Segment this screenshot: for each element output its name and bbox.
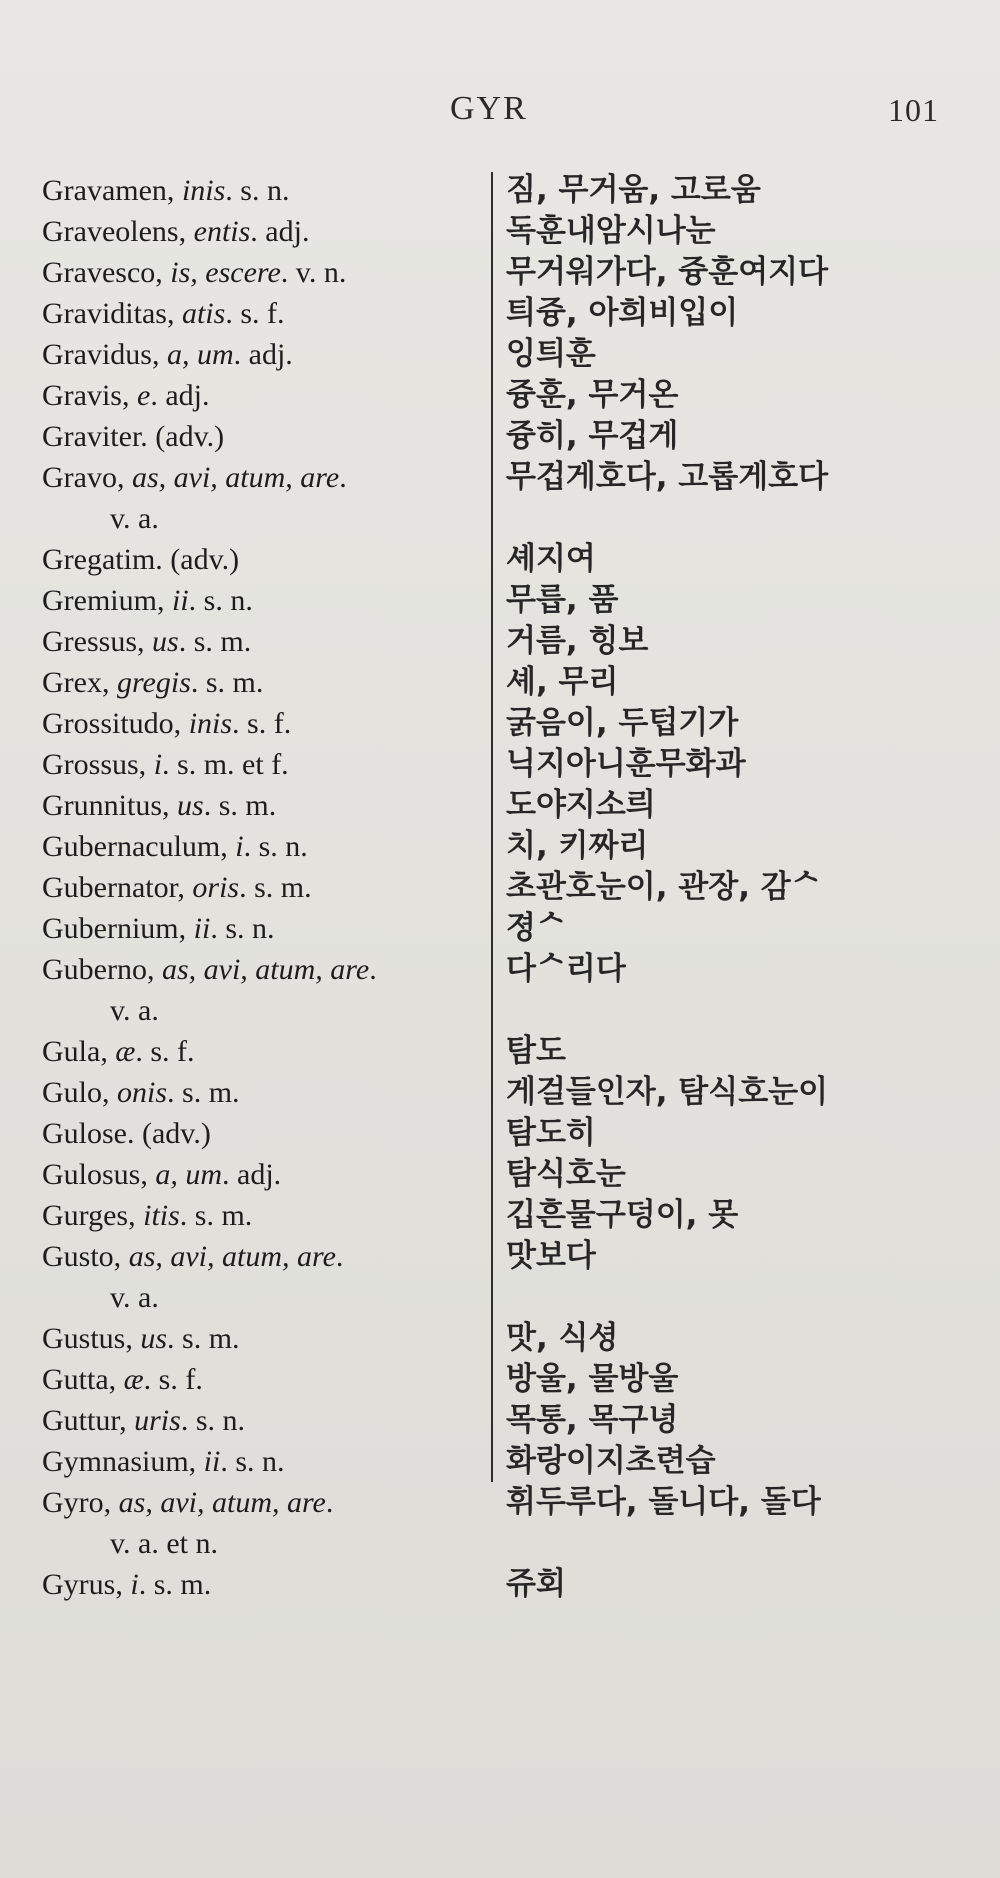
korean-definition: 무거워가다, 즁훈여지다 <box>506 254 829 290</box>
headword: Gubernaculum, <box>42 830 228 863</box>
dictionary-entry <box>42 457 982 539</box>
dictionary-entry <box>42 1318 982 1359</box>
grammar-info: s. m. <box>218 789 277 822</box>
korean-definition: 게걸들인자, 탐식호눈이 <box>506 1074 829 1110</box>
latin-term: Gubernator, oris. s. m. <box>42 871 312 904</box>
inflection: inis <box>188 707 233 740</box>
dictionary-entry <box>42 826 982 867</box>
inflection: ii <box>203 1445 221 1478</box>
grammar-info: s. n. <box>203 584 253 617</box>
headword: Grossitudo, <box>42 707 182 740</box>
korean-definition: 즁히, 무겁게 <box>506 418 679 454</box>
latin-term: Gustus, us. s. m. <box>42 1322 240 1355</box>
korean-definition: 쥬회 <box>506 1566 566 1602</box>
inflection: itis <box>143 1199 180 1232</box>
page-number: 101 <box>888 92 939 128</box>
dictionary-entry <box>42 375 982 416</box>
headword: Gulo, <box>42 1076 110 1109</box>
korean-definition: 화랑이지초련습 <box>506 1443 716 1479</box>
inflection: as, avi, atum, are <box>131 461 340 494</box>
dictionary-entry <box>42 1482 982 1564</box>
headword: Gymnasium, <box>42 1445 197 1478</box>
latin-term: Graveolens, entis. adj. <box>42 215 310 248</box>
dictionary-entry <box>42 580 982 621</box>
inflection: atis <box>181 297 226 330</box>
dictionary-entry <box>42 416 982 457</box>
grammar-info: s. m. <box>182 1076 240 1109</box>
latin-term <box>42 1113 494 1154</box>
dictionary-entry <box>42 1564 982 1605</box>
korean-definition: 무겁게호다, 고롭게호다 <box>506 459 829 495</box>
grammar-info: adj. <box>237 1158 282 1191</box>
headword: Graveolens, <box>42 215 187 248</box>
dictionary-entry <box>42 1154 982 1195</box>
dictionary-entry <box>42 703 982 744</box>
grammar-info: s. n. <box>258 830 308 863</box>
korean-definition: 방울, 물방울 <box>506 1361 679 1397</box>
dictionary-entry <box>42 867 982 908</box>
latin-term: Gravo, as, avi, atum, are. v. a. <box>42 457 494 539</box>
grammar-info: s. m. <box>153 1568 212 1601</box>
inflection: i <box>153 748 163 781</box>
dictionary-entry <box>42 170 982 211</box>
korean-definition: 맛보다 <box>506 1238 596 1274</box>
headword: Gyrus, <box>42 1568 123 1601</box>
headword: Gulose. (adv.) <box>42 1117 211 1150</box>
korean-definition: 독훈내암시나눈 <box>506 213 716 249</box>
dictionary-entry <box>42 293 982 334</box>
grammar-info: s. f. <box>247 707 292 740</box>
korean-definition: 탐도히 <box>506 1115 596 1151</box>
inflection: inis <box>181 174 226 207</box>
korean-definition: 잉틔훈 <box>506 336 596 372</box>
grammar-info-continued: v. a. <box>110 994 159 1027</box>
dictionary-entry <box>42 1400 982 1441</box>
latin-term: Gusto, as, avi, atum, are. v. a. <box>42 1236 494 1318</box>
inflection: entis <box>193 215 251 248</box>
latin-term: Gurges, itis. s. m. <box>42 1199 253 1232</box>
korean-definition: 깁흔물구덩이, 못 <box>506 1197 739 1233</box>
korean-definition: 초관호눈이, 관장, 감ᄉ <box>506 869 821 905</box>
inflection: oris <box>192 871 240 904</box>
inflection: us <box>177 789 204 822</box>
headword: Gustus, <box>42 1322 133 1355</box>
grammar-info-continued: v. a. <box>110 502 159 535</box>
grammar-info: s. m. <box>182 1322 240 1355</box>
dictionary-entry <box>42 744 982 785</box>
guide-word: GYR <box>450 90 528 127</box>
grammar-info: v. n. <box>295 256 347 289</box>
dictionary-entry <box>42 949 982 1031</box>
headword: Gurges, <box>42 1199 136 1232</box>
latin-term: Gremium, ii. s. n. <box>42 584 253 617</box>
inflection: ii <box>171 584 189 617</box>
headword: Grunnitus, <box>42 789 170 822</box>
headword: Graviter. (adv.) <box>42 420 225 453</box>
latin-term: Gravesco, is, escere. v. n. <box>42 256 347 289</box>
grammar-info: s. f. <box>150 1035 195 1068</box>
headword: Graviditas, <box>42 297 175 330</box>
grammar-info: adj. <box>165 379 210 412</box>
latin-term: Gyrus, i. s. m. <box>42 1568 212 1601</box>
grammar-info: s. m. <box>254 871 312 904</box>
dictionary-entry <box>42 1195 982 1236</box>
headword: Gula, <box>42 1035 108 1068</box>
headword: Gyro, <box>42 1486 112 1519</box>
headword: Gregatim. (adv.) <box>42 543 240 576</box>
korean-definition: 탐식호눈 <box>506 1156 626 1192</box>
korean-definition: 졍ᄉ <box>506 910 566 946</box>
inflection: ii <box>193 912 211 945</box>
grammar-info: s. n. <box>195 1404 245 1437</box>
dictionary-entry <box>42 1236 982 1318</box>
korean-definition: 목통, 목구녕 <box>506 1402 679 1438</box>
headword: Guttur, <box>42 1404 127 1437</box>
dictionary-entry <box>42 785 982 826</box>
latin-term: Gravis, e. adj. <box>42 379 210 412</box>
latin-term: Gubernaculum, i. s. n. <box>42 830 308 863</box>
latin-term: Guberno, as, avi, atum, are. v. a. <box>42 949 494 1031</box>
headword: Gubernium, <box>42 912 187 945</box>
latin-term: Gyro, as, avi, atum, are. v. a. et n. <box>42 1482 494 1564</box>
grammar-info: s. m. <box>194 1199 253 1232</box>
grammar-info: s. m. <box>193 625 252 658</box>
dictionary-entry <box>42 1441 982 1482</box>
headword: Gravo, <box>42 461 125 494</box>
dictionary-entry <box>42 662 982 703</box>
inflection: i <box>130 1568 139 1601</box>
latin-term: Gulosus, a, um. adj. <box>42 1158 282 1191</box>
grammar-info: adj. <box>248 338 293 371</box>
korean-definition: 셰지여 <box>506 541 596 577</box>
latin-term: Gubernium, ii. s. n. <box>42 912 275 945</box>
inflection: i <box>235 830 244 863</box>
grammar-info: adj. <box>265 215 310 248</box>
dictionary-entry <box>42 211 982 252</box>
latin-term: Gravidus, a, um. adj. <box>42 338 293 371</box>
inflection: a, um <box>166 338 234 371</box>
grammar-info: s. m. <box>205 666 264 699</box>
korean-definition: 틔즁, 아희비입이 <box>506 295 739 331</box>
latin-term: Grossus, i. s. m. et f. <box>42 748 289 781</box>
latin-term: Gulo, onis. s. m. <box>42 1076 240 1109</box>
korean-definition: 닉지아니훈무화과 <box>506 746 746 782</box>
headword: Grossus, <box>42 748 147 781</box>
headword: Gravis, <box>42 379 130 412</box>
latin-term: Gula, æ. s. f. <box>42 1035 195 1068</box>
grammar-info: s. f. <box>240 297 285 330</box>
inflection: is, escere <box>170 256 281 289</box>
korean-definition: 거름, 힝보 <box>506 623 649 659</box>
inflection: æ <box>115 1035 136 1068</box>
headword: Gremium, <box>42 584 165 617</box>
grammar-info: s. m. et f. <box>177 748 289 781</box>
headword: Gutta, <box>42 1363 117 1396</box>
latin-term: Gravamen, inis. s. n. <box>42 174 290 207</box>
entry-list <box>42 170 982 1605</box>
inflection: æ <box>123 1363 144 1396</box>
latin-term: Grossitudo, inis. s. f. <box>42 707 292 740</box>
inflection: e <box>136 379 151 412</box>
inflection: onis <box>117 1076 168 1109</box>
korean-definition: 다ᄉ리다 <box>506 951 626 987</box>
headword: Gulosus, <box>42 1158 148 1191</box>
headword: Grex, <box>42 666 110 699</box>
dictionary-entry <box>42 621 982 662</box>
korean-definition: 치, 키짜리 <box>506 828 649 864</box>
korean-definition: 셰, 무리 <box>506 664 619 700</box>
korean-definition: 도야지소릐 <box>506 787 656 823</box>
korean-definition: 짐, 무거움, 고로움 <box>506 172 761 208</box>
dictionary-entry <box>42 1031 982 1072</box>
headword: Gravidus, <box>42 338 160 371</box>
grammar-info-continued: v. a. et n. <box>110 1527 219 1560</box>
inflection: a, um <box>155 1158 223 1191</box>
inflection: as, avi, atum, are <box>118 1486 326 1519</box>
dictionary-entry <box>42 252 982 293</box>
inflection: gregis <box>116 666 191 699</box>
headword: Gravesco, <box>42 256 163 289</box>
headword: Gusto, <box>42 1240 122 1273</box>
latin-term <box>42 416 494 457</box>
headword: Gressus, <box>42 625 145 658</box>
inflection: as, avi, atum, are <box>128 1240 336 1273</box>
korean-definition: 무릅, 품 <box>506 582 619 618</box>
latin-term <box>42 539 494 580</box>
latin-term: Guttur, uris. s. n. <box>42 1404 245 1437</box>
grammar-info: s. n. <box>240 174 290 207</box>
grammar-info: s. f. <box>158 1363 203 1396</box>
grammar-info: s. n. <box>235 1445 285 1478</box>
korean-definition: 굵음이, 두텁기가 <box>506 705 739 741</box>
inflection: us <box>152 625 179 658</box>
headword: Guberno, <box>42 953 155 986</box>
latin-term: Gymnasium, ii. s. n. <box>42 1445 285 1478</box>
korean-definition: 즁훈, 무거온 <box>506 377 679 413</box>
latin-term: Graviditas, atis. s. f. <box>42 297 285 330</box>
grammar-info-continued: v. a. <box>110 1281 159 1314</box>
korean-definition: 탐도 <box>506 1033 566 1069</box>
latin-term: Gutta, æ. s. f. <box>42 1363 203 1396</box>
korean-definition: 맛, 식셩 <box>506 1320 619 1356</box>
dictionary-entry <box>42 539 982 580</box>
korean-definition: 휘두루다, 돌니다, 돌다 <box>506 1484 821 1520</box>
inflection: as, avi, atum, are <box>161 953 370 986</box>
dictionary-entry <box>42 1113 982 1154</box>
latin-term: Gressus, us. s. m. <box>42 625 252 658</box>
dictionary-entry <box>42 334 982 375</box>
dictionary-entry <box>42 1359 982 1400</box>
grammar-info: s. n. <box>225 912 275 945</box>
headword: Gravamen, <box>42 174 175 207</box>
dictionary-entry <box>42 1072 982 1113</box>
inflection: us <box>140 1322 168 1355</box>
headword: Gubernator, <box>42 871 185 904</box>
inflection: uris <box>134 1404 181 1437</box>
latin-term: Grunnitus, us. s. m. <box>42 789 277 822</box>
dictionary-entry <box>42 908 982 949</box>
latin-term: Grex, gregis. s. m. <box>42 666 264 699</box>
